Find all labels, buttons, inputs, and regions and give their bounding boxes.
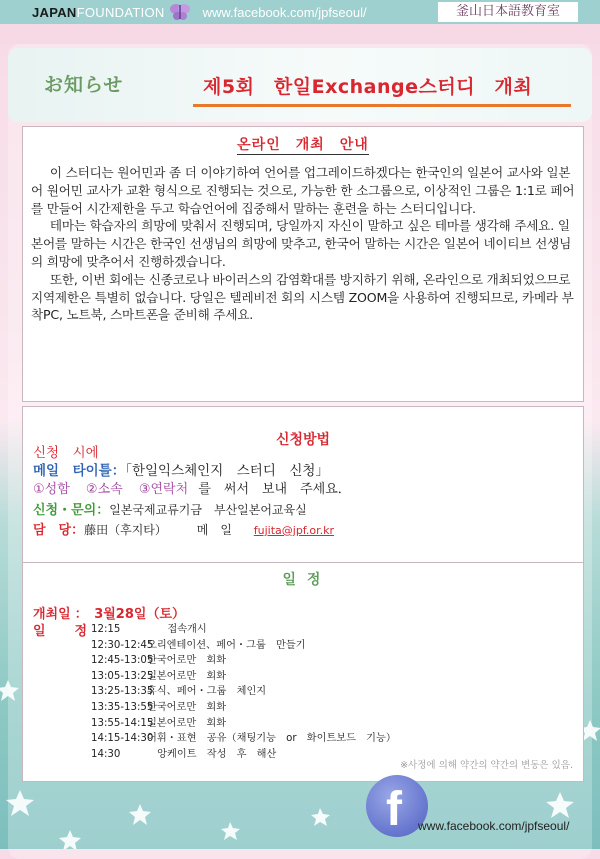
online-notice-body: [23, 164, 583, 324]
schedule-row: 13:55-14:15 일본어로만 회화: [91, 717, 227, 729]
schedule-list: [91, 622, 396, 762]
page-title: 제5회 한일Exchange스터디 개최: [203, 76, 533, 98]
facebook-letter: f: [386, 783, 402, 836]
schedule-box: [22, 562, 584, 782]
contact-line: [33, 519, 334, 538]
schedule-row: 13:35-13:55 한국어로만 회화: [91, 701, 227, 713]
schedule-row: 12:30-12:45 오리엔테이션、페어・그룹 만들기: [91, 639, 306, 651]
contact-name: 藤田（후지타）: [84, 523, 167, 537]
schedule-row: 14:30 앙케이트 작성 후 해산: [91, 748, 277, 760]
application-heading: 신청방법: [275, 432, 331, 448]
apply-when: 신청 시에: [33, 445, 99, 461]
paragraph-intro: 이 스터디는 원어민과 좀 더 이야기하여 언어를 업그레이드하겠다는 한국인의 일본어 교사와 일본어 원어민 교사가 교환 형식으로 진행되는 것으로, 가능한 한 소그룹으로, 이상적인 그룹은 1:1로 페어를 만들어 시간제한을 두고 학습언어에 집중해서 말하는 훈련을 하는 스터디입니다.: [31, 165, 575, 216]
event-date-value: ： 3월28일（토）: [74, 607, 185, 622]
schedule-label: 일 정: [33, 624, 96, 639]
send-instruction: 를 써서 보내 주세요．: [198, 482, 351, 497]
pink-band: [0, 24, 600, 44]
schedule-row: 14:15-14:30 어휘・표현 공유（채팅기능 or 화이트보드 기능）: [91, 733, 397, 745]
footer-facebook-link[interactable]: www.facebook.com/jpfseoul/: [418, 819, 570, 833]
required-items-line: [33, 478, 351, 497]
schedule-note: ※사정에 의해 약간의 약간의 변동은 있음.: [400, 760, 573, 771]
office-name-label: 釜山日本語教育室: [438, 2, 578, 22]
schedule-row: 12:15 접속개시: [91, 624, 207, 635]
brand-logo: JAPANFOUNDATION: [32, 4, 165, 20]
inquiry-value: 일본국제교류기금 부산일본어교육실: [109, 503, 307, 517]
schedule-row: 13:05-13:25 일본어로만 회화: [91, 670, 227, 682]
event-date-label: 개최일: [33, 607, 71, 622]
paragraph-theme: 테마는 학습자의 희망에 맞춰서 진행되며, 당일까지 자신이 말하고 싶은 테마를 생각해 주세요. 일본어를 말하는 시간은 한국인 선생님의 희망에 맞추고, 한국어 말하는 시간은 일본어 네이티브 선생님의 희망에 맞추어서 진행하겠습니다.: [31, 218, 572, 269]
application-box: [22, 406, 584, 564]
online-notice-heading: 온라인 개최 안내: [237, 137, 369, 153]
item-name: ①성함: [33, 482, 70, 497]
schedule-heading: 일 정: [282, 572, 324, 588]
paragraph-online: 또한, 이번 회에는 신종코로나 바이러스의 감염확대를 방지하기 위해, 온라인으로 개최되었으므로 지역제한은 특별히 없습니다. 당일은 텔레비전 회의 시스템 ZOOM을 사용하여 진행되므로, 카메라 부착PC, 노트북, 스마트폰을 준비해 주세요.: [31, 271, 574, 323]
header-facebook-link[interactable]: www.facebook.com/jpfseoul/: [202, 4, 367, 20]
schedule-row: 12:45-13:05 한국어로만 회화: [91, 655, 227, 667]
contact-email-link[interactable]: fujita@jpf.or.kr: [253, 524, 334, 537]
top-header-bar: [0, 0, 600, 24]
notice-label: お知らせ: [44, 74, 124, 96]
mail-title-label: 메일 타이틀：: [33, 463, 126, 479]
contact-label: 담 당：: [33, 523, 85, 538]
inquiry-line: [33, 499, 307, 518]
item-affiliation: ②소속: [85, 482, 123, 497]
item-contact: ③연락처: [138, 482, 189, 497]
mail-title-line: [33, 459, 329, 479]
title-underline: [193, 104, 571, 107]
online-notice-box: [22, 126, 584, 402]
schedule-row: 13:25-13:35 휴식、페어・그룹 체인지: [91, 686, 267, 698]
mail-title-value: 「한일익스체인지 스터디 신청」: [125, 463, 329, 479]
butterfly-icon: [169, 2, 191, 22]
inquiry-label: 신청・문의：: [33, 503, 110, 518]
contact-mail-label: 메 일: [196, 523, 232, 537]
